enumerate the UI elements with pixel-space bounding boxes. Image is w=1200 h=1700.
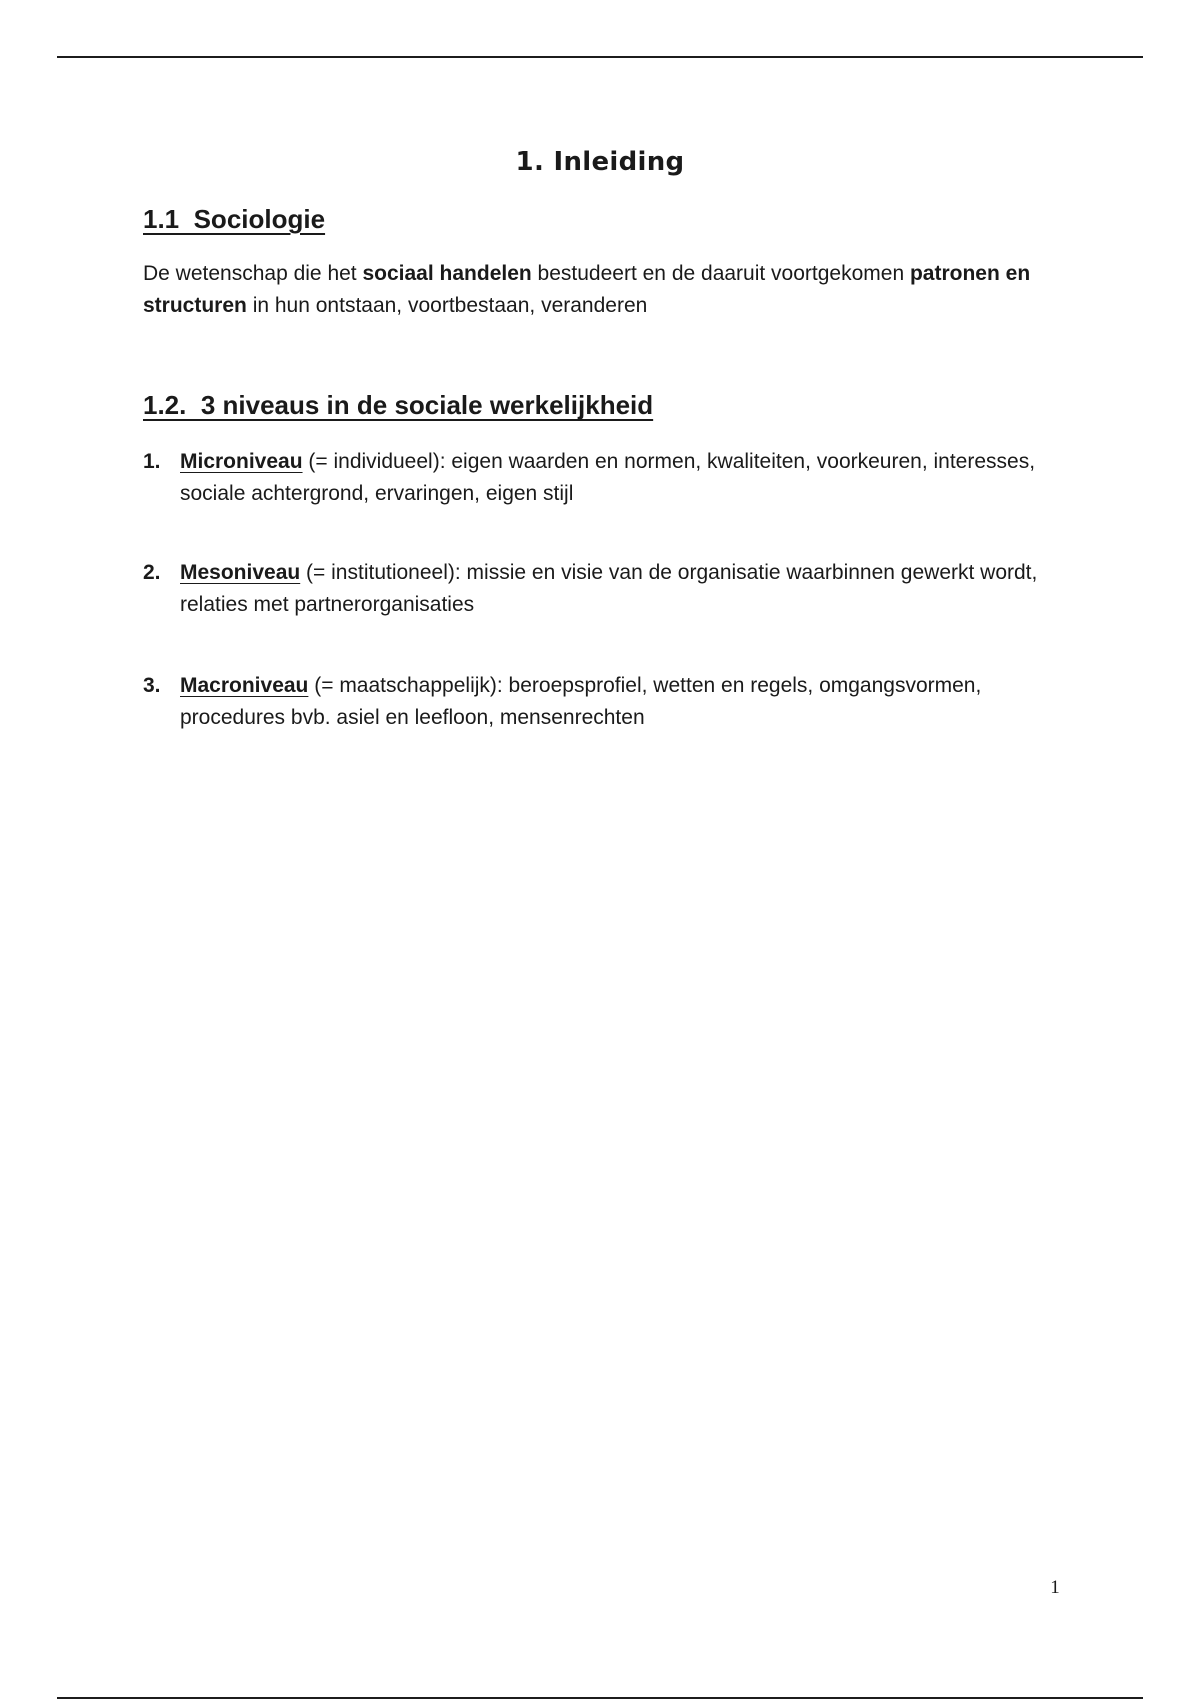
list-item-body [180, 670, 1080, 734]
list-item-body [180, 557, 1080, 621]
description-mesoniveau: (= institutioneel): missie en visie van de organisatie waarbinnen gewerkt wordt, relaties met partnerorganisaties [180, 561, 1038, 616]
description-microniveau: (= individueel): eigen waarden en normen, kwaliteiten, voorkeuren, interesses, sociale achtergrond, ervaringen, eigen stijl [180, 450, 1036, 505]
list-item-body [180, 446, 1080, 510]
section-heading-sociologie: 1.1 Sociologie [143, 204, 326, 234]
list-number: 1. [143, 450, 161, 473]
definition-text-2: bestudeert en de daaruit voortgekomen [531, 262, 910, 285]
definition-bold-sociaal-handelen: sociaal handelen [362, 262, 532, 285]
definition-bold-patronen: patronen en structuren [143, 262, 1031, 317]
section-heading-niveaus: 1.2. 3 niveaus in de sociale werkelijkheid [143, 390, 654, 420]
definition-text-3: in hun ontstaan, voortbestaan, veranderen [246, 294, 648, 317]
definition-paragraph [143, 258, 1073, 322]
term-macroniveau: Macroniveau [180, 674, 309, 697]
term-microniveau: Microniveau [180, 450, 303, 473]
definition-text-1: De wetenschap die het [143, 262, 363, 285]
term-mesoniveau: Mesoniveau [180, 561, 301, 584]
footer-rule [57, 1697, 1143, 1699]
list-number: 2. [143, 561, 161, 584]
list-number: 3. [143, 674, 161, 697]
page-number: 1 [1050, 1577, 1060, 1598]
header-rule [57, 56, 1143, 58]
chapter-title: 1. Inleiding [515, 147, 685, 177]
description-macroniveau: (= maatschappelijk): beroepsprofiel, wetten en regels, omgangsvormen, procedures bvb. asiel en leefloon, mensenrechten [180, 674, 982, 729]
